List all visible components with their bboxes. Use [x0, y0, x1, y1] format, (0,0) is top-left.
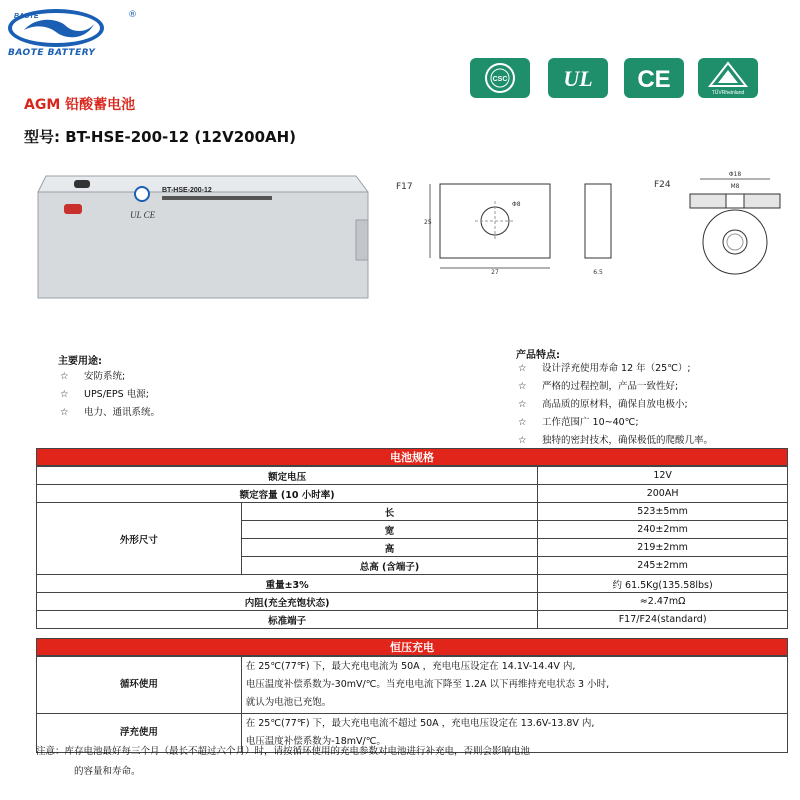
table-row: [37, 503, 788, 521]
f17-side: 6.5: [593, 269, 603, 276]
f17-hole: Φ8: [512, 201, 521, 208]
table-row: [37, 467, 788, 485]
spec-table: [36, 466, 788, 629]
charge-table-title: 恒压充电: [36, 638, 788, 656]
csc-certification-icon: [470, 58, 530, 98]
ul-label: UL: [563, 66, 593, 91]
float-use-label: 浮充使用: [37, 714, 242, 753]
cycle-use-label: 循环使用: [37, 657, 242, 714]
ul-certification-icon: [548, 58, 608, 98]
battery-image: [34, 170, 374, 300]
rated-capacity-label: 额定容量 (10 小时率): [37, 485, 538, 503]
brand-logo: [6, 6, 156, 62]
resistance-value: ≈2.47mΩ: [538, 593, 788, 611]
model-number: 型号: BT-HSE-200-12 (12V200AH): [24, 128, 297, 146]
height-label: 高: [241, 539, 538, 557]
features-title: 产品特点:: [516, 350, 560, 361]
ce-label: CE: [637, 66, 671, 93]
list-item: ☆ 高品质的原材料，确保自放电极小;: [518, 396, 713, 414]
ce-certification-icon: [624, 58, 684, 98]
list-item: ☆ UPS/EPS 电源;: [60, 386, 160, 404]
f24-terminal-drawing: [680, 166, 790, 276]
star-icon: ☆: [518, 435, 527, 446]
list-item: ☆ 工作范围广 10~40℃;: [518, 414, 713, 432]
svg-text:UL CE: UL CE: [130, 210, 156, 220]
width-value: 240±2mm: [538, 521, 788, 539]
list-item: ☆ 严格的过程控制，产品一致性好;: [518, 378, 713, 396]
star-icon: ☆: [518, 363, 527, 374]
terminal-value: F17/F24(standard): [538, 611, 788, 629]
total-height-label: 总高 (含端子): [241, 557, 538, 575]
brand-name: BAOTE BATTERY: [8, 48, 96, 58]
star-icon: ☆: [60, 371, 69, 382]
cycle-use-text: 在 25℃(77℉) 下，最大充电电流为 50A ，充电电压设定在 14.1V-14.4V 内, 电压温度补偿系数为-30mV/℃。当充电电流下降至 1.2A 以下再维持充电状态 3 小时, 就认为电池已充饱。: [241, 657, 787, 714]
total-height-value: 245±2mm: [538, 557, 788, 575]
f17-height: 25: [424, 219, 432, 226]
f17-terminal-drawing: [420, 176, 620, 276]
f17-width: 27: [491, 269, 499, 276]
width-label: 宽: [241, 521, 538, 539]
rated-voltage-label: 额定电压: [37, 467, 538, 485]
star-icon: ☆: [60, 407, 69, 418]
star-icon: ☆: [518, 399, 527, 410]
rated-voltage-value: 12V: [538, 467, 788, 485]
charge-table: [36, 656, 788, 753]
csc-label: CSC: [492, 76, 508, 83]
star-icon: ☆: [518, 381, 527, 392]
storage-note: 注意：库存电池最好每三个月（最长不超过六个月）时，请按循环使用的充电参数对电池进行补充电，否则会影响电池 的容量和寿命。: [36, 746, 531, 777]
length-label: 长: [241, 503, 538, 521]
dimensions-label: 外形尺寸: [37, 503, 242, 575]
table-row: [37, 575, 788, 593]
list-item: ☆ 电力、通讯系统。: [60, 404, 160, 422]
spec-table-title: 电池规格: [36, 448, 788, 466]
resistance-label: 内阻(充全充饱状态): [37, 593, 538, 611]
float-use-text: 在 25℃(77℉) 下，最大充电电流不超过 50A ，充电电压设定在 13.6V-13.8V 内, 电压温度补偿系数为-18mV/℃。: [241, 714, 787, 753]
logo-small-text: BAOTE: [14, 13, 39, 20]
star-icon: ☆: [518, 417, 527, 428]
logo-mark-icon: [6, 6, 116, 48]
tuv-label: TÜVRheinland: [711, 90, 745, 96]
uses-title: 主要用途:: [58, 356, 102, 367]
length-value: 523±5mm: [538, 503, 788, 521]
table-row: [37, 611, 788, 629]
tuv-certification-icon: [698, 58, 758, 98]
table-row: [37, 657, 788, 714]
features-list: [518, 360, 713, 450]
terminal-label: 标准端子: [37, 611, 538, 629]
star-icon: ☆: [60, 389, 69, 400]
weight-value: 约 61.5Kg(135.58lbs): [538, 575, 788, 593]
list-item: ☆ 设计浮充使用寿命 12 年（25℃）;: [518, 360, 713, 378]
battery-label: BT-HSE-200-12: [162, 187, 212, 194]
registered-mark: ®: [128, 10, 137, 20]
rated-capacity-value: 200AH: [538, 485, 788, 503]
list-item: ☆ 独特的密封技术，确保极低的爬酸几率。: [518, 432, 713, 450]
f17-label: F17: [396, 182, 413, 192]
height-value: 219±2mm: [538, 539, 788, 557]
f24-inner: M8: [730, 183, 740, 190]
uses-list: [60, 368, 160, 422]
f24-label: F24: [654, 180, 671, 190]
table-row: [37, 485, 788, 503]
product-title: AGM 铅酸蓄电池: [24, 97, 136, 113]
table-row: [37, 593, 788, 611]
f24-outer: Φ18: [728, 171, 742, 178]
list-item: ☆ 安防系统;: [60, 368, 160, 386]
weight-label: 重量±3%: [37, 575, 538, 593]
